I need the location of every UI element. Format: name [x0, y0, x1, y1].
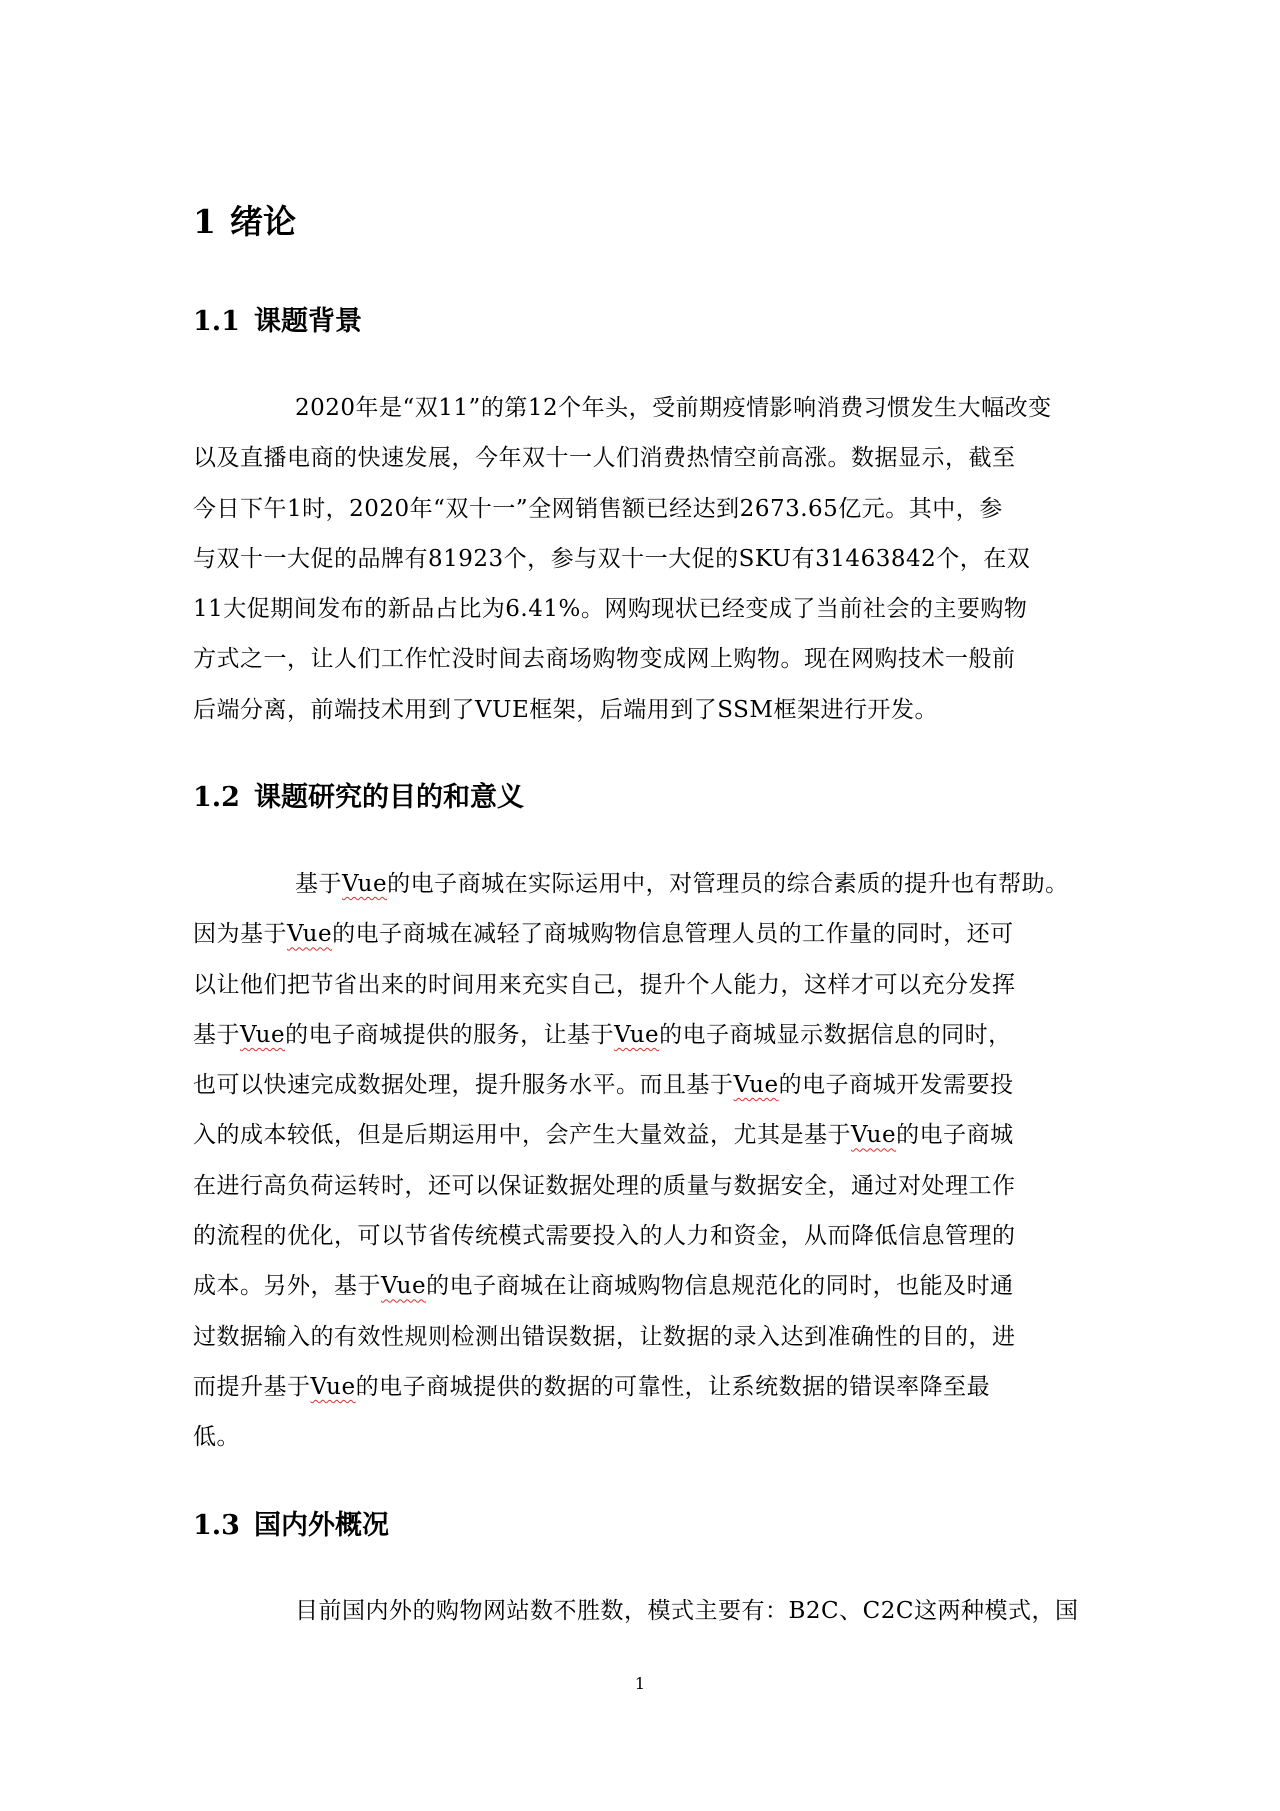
text-segment: 而提升基于	[193, 1373, 311, 1400]
paragraph-background	[193, 383, 1086, 735]
text-segment: 过数据输入的有效性规则检测出错误数据，让数据的录入达到准确性的目的，进	[193, 1323, 1016, 1350]
spellcheck-flagged-word: Vue	[614, 1021, 660, 1048]
text-line	[193, 1312, 1086, 1362]
text-line	[193, 433, 1086, 483]
text-segment: 的电子商城	[896, 1122, 1014, 1149]
text-line	[193, 685, 1086, 735]
paragraph-purpose	[193, 859, 1086, 1463]
text-line	[193, 484, 1086, 534]
text-line	[193, 859, 1086, 909]
text-segment: 今日下午1时，2020年“双十一”全网销售额已经达到2673.65亿元。其中，参	[193, 495, 1003, 522]
text-segment: 的电子商城在让商城购物信息规范化的同时，也能及时通	[426, 1273, 1014, 1300]
text-segment: 在进行高负荷运转时，还可以保证数据处理的质量与数据安全，通过对处理工作	[193, 1172, 1016, 1199]
spellcheck-flagged-word: Vue	[240, 1021, 286, 1048]
chapter-title-text: 绪论	[229, 202, 296, 241]
section-heading-1-2	[193, 778, 524, 818]
text-line	[193, 634, 1086, 684]
text-line	[193, 1412, 1086, 1462]
text-segment: 因为基于	[193, 921, 287, 948]
section-title-text: 课题研究的目的和意义	[253, 782, 524, 813]
text-segment: 的电子商城开发需要投	[778, 1072, 1014, 1099]
text-line	[193, 1161, 1086, 1211]
text-line	[193, 909, 1086, 959]
section-number: 1.1	[193, 306, 240, 337]
text-segment: 以及直播电商的快速发展，今年双十一人们消费热情空前高涨。数据显示，截至	[193, 445, 1016, 472]
text-segment: 基于	[193, 1021, 240, 1048]
text-line	[193, 1261, 1086, 1311]
section-title-text: 课题背景	[253, 306, 362, 337]
chapter-number: 1	[193, 202, 216, 241]
text-line	[193, 1010, 1086, 1060]
text-line	[193, 960, 1086, 1010]
section-heading-1-3	[193, 1506, 389, 1546]
text-segment: 方式之一，让人们工作忙没时间去商场购物变成网上购物。现在网购技术一般前	[193, 646, 1016, 673]
spellcheck-flagged-word: Vue	[851, 1122, 897, 1149]
text-line	[193, 1586, 1086, 1636]
section-heading-1-1	[193, 302, 362, 342]
text-segment: 的电子商城提供的服务，让基于	[285, 1021, 615, 1048]
page-number: 1	[634, 1674, 646, 1693]
section-title-text: 国内外概况	[253, 1510, 389, 1541]
text-segment: 成本。另外，基于	[193, 1273, 381, 1300]
text-segment: 11大促期间发布的新品占比为6.41%。网购现状已经变成了当前社会的主要购物	[193, 596, 1028, 623]
text-line	[193, 1110, 1086, 1160]
text-segment: 与双十一大促的品牌有81923个，参与双十一大促的SKU有31463842个，在双	[193, 545, 1031, 572]
spellcheck-flagged-word: Vue	[310, 1373, 356, 1400]
text-segment: 2020年是“双11”的第12个年头，受前期疫情影响消费习惯发生大幅改变	[295, 395, 1052, 421]
text-segment: 的电子商城在实际运用中，对管理员的综合素质的提升也有帮助。	[387, 871, 1069, 897]
text-segment: 低。	[193, 1424, 240, 1451]
spellcheck-flagged-word: Vue	[287, 921, 333, 948]
text-line	[193, 1060, 1086, 1110]
text-line	[193, 584, 1086, 634]
text-segment: 后端分离，前端技术用到了VUE框架，后端用到了SSM框架进行开发。	[193, 696, 938, 723]
spellcheck-flagged-word: Vue	[381, 1273, 427, 1300]
paragraph-overview	[193, 1586, 1086, 1636]
text-segment: 的电子商城提供的数据的可靠性，让系统数据的错误率降至最	[355, 1373, 991, 1400]
text-segment: 以让他们把节省出来的时间用来充实自己，提升个人能力，这样才可以充分发挥	[193, 971, 1016, 998]
text-segment: 的电子商城显示数据信息的同时，	[659, 1021, 1012, 1048]
text-segment: 也可以快速完成数据处理，提升服务水平。而且基于	[193, 1072, 734, 1099]
spellcheck-flagged-word: Vue	[342, 871, 388, 897]
text-segment: 基于	[295, 871, 342, 897]
text-segment: 的流程的优化，可以节省传统模式需要投入的人力和资金，从而降低信息管理的	[193, 1223, 1016, 1250]
spellcheck-flagged-word: Vue	[733, 1072, 779, 1099]
chapter-title	[193, 198, 296, 246]
section-number: 1.2	[193, 782, 240, 813]
text-line	[193, 383, 1086, 433]
text-segment: 入的成本较低，但是后期运用中，会产生大量效益，尤其是基于	[193, 1122, 851, 1149]
text-segment: 的电子商城在减轻了商城购物信息管理人员的工作量的同时，还可	[332, 921, 1014, 948]
text-line	[193, 1362, 1086, 1412]
section-number: 1.3	[193, 1510, 240, 1541]
text-line	[193, 1211, 1086, 1261]
text-segment: 目前国内外的购物网站数不胜数，模式主要有：B2C、C2C这两种模式，国	[295, 1598, 1079, 1624]
text-line	[193, 534, 1086, 584]
